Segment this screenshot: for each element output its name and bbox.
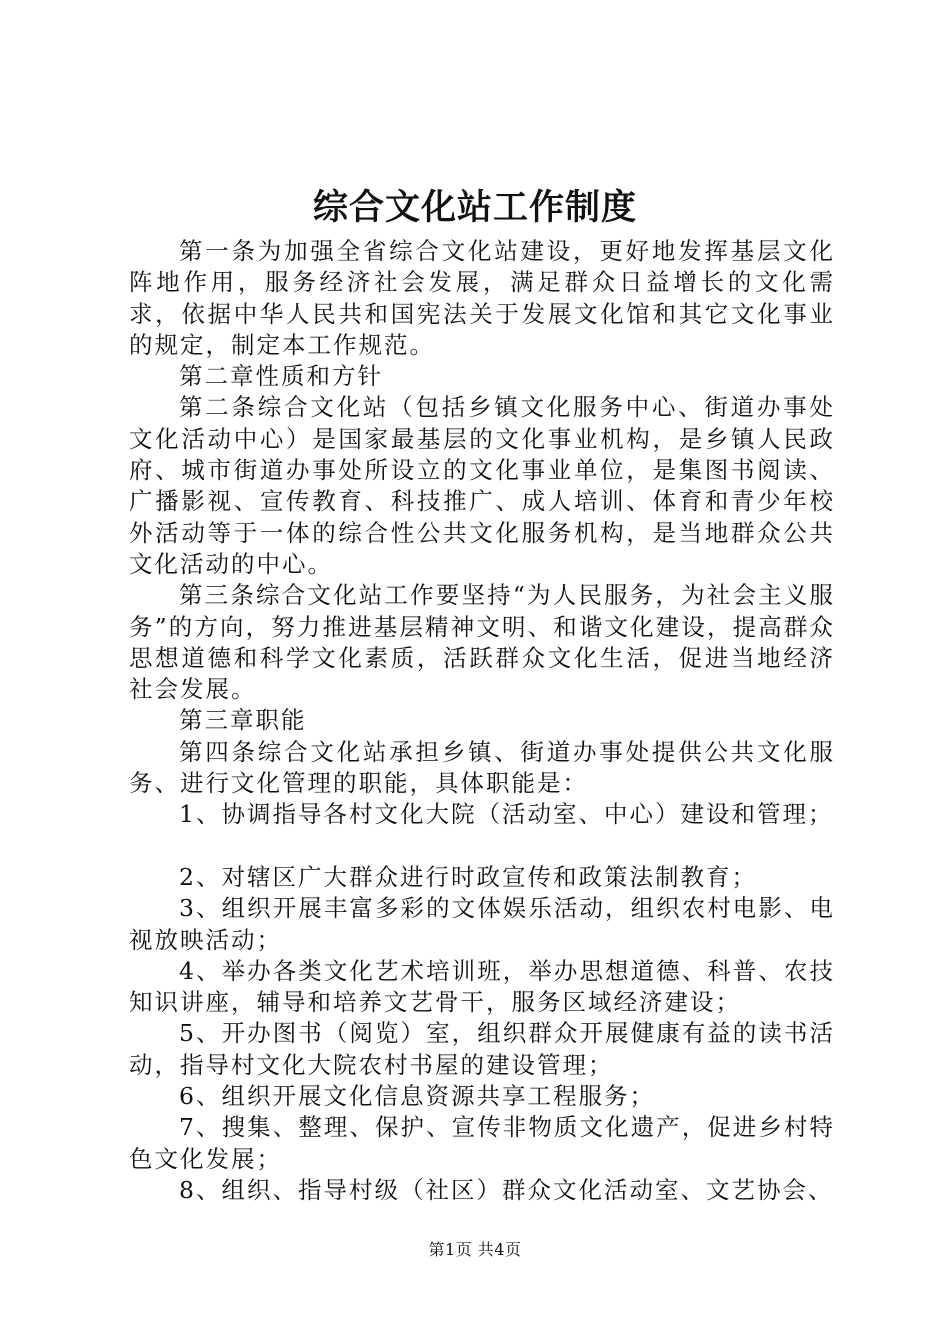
- list-item-4: 4、举办各类文化艺术培训班，举办思想道德、科普、农技知识讲座，辅导和培养文艺骨干，服务区域经济建设；: [129, 956, 835, 1017]
- list-item-5: 5、开办图书（阅览）室，组织群众开展健康有益的读书活动，指导村文化大院农村书屋的建设管理；: [129, 1019, 835, 1079]
- list-item-2: 2、对辖区广大群众进行时政宣传和政策法制教育；: [179, 862, 757, 891]
- chapter-heading-2: 第二章性质和方针: [179, 362, 383, 391]
- list-item-7: 7、搜集、整理、保护、宣传非物质文化遗产，促进乡村特色文化发展；: [129, 1113, 835, 1173]
- list-item-3: 3、组织开展丰富多彩的文体娱乐活动，组织农村电影、电视放映活动；: [129, 894, 835, 954]
- list-item-6: 6、组织开展文化信息资源共享工程服务；: [179, 1082, 655, 1111]
- page-footer: 第1页 共4页: [428, 1240, 522, 1259]
- paragraph-article-3: 第三条综合文化站工作要坚持“为人民服务，为社会主义服务”的方向，努力推进基层精神文明、和谐文化建设，提高群众思想道德和科学文化素质，活跃群众文化生活，促进当地经济社会发展。: [129, 581, 835, 704]
- chapter-heading-3: 第三章职能: [179, 706, 307, 735]
- list-item-1: 1、协调指导各村文化大院（活动室、中心）建设和管理；: [179, 800, 834, 829]
- document-body: [129, 236, 835, 1206]
- paragraph-article-1: 第一条为加强全省综合文化站建设，更好地发挥基层文化阵地作用，服务经济社会发展，满足群众日益增长的文化需求，依据中华人民共和国宪法关于发展文化馆和其它文化事业的规定，制定本工作规范。: [129, 237, 835, 359]
- document-title: 综合文化站工作制度: [312, 187, 637, 228]
- paragraph-article-2: 第二条综合文化站（包括乡镇文化服务中心、街道办事处文化活动中心）是国家最基层的文化事业机构，是乡镇人民政府、城市街道办事处所设立的文化事业单位，是集图书阅读、广播影视、宣传教育、科技推广、成人培训、体育和青少年校外活动等于一体的综合性公共文化服务机构，是当地群众公共文化活动的中心。: [129, 393, 835, 578]
- paragraph-article-4: 第四条综合文化站承担乡镇、街道办事处提供公共文化服务、进行文化管理的职能，具体职能是：: [129, 737, 835, 798]
- list-item-8: 8、组织、指导村级（社区）群众文化活动室、文艺协会、: [179, 1175, 834, 1204]
- blank-line: [129, 831, 835, 862]
